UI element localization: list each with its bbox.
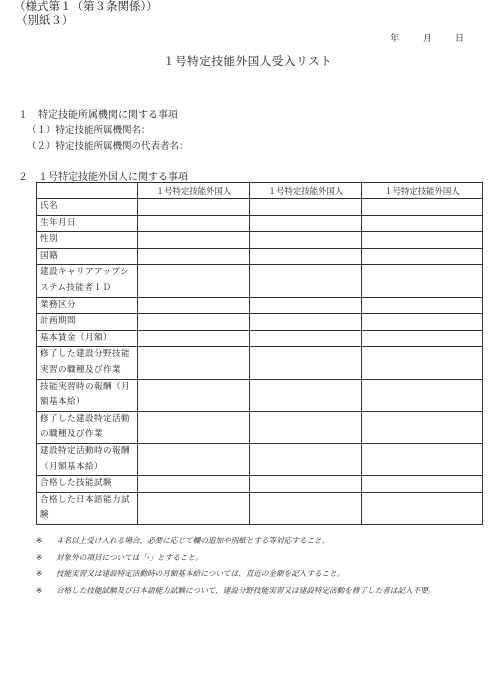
row-label-work-category: 業務区分: [37, 297, 138, 314]
row-label-skill-test: 合格した技能試験: [37, 476, 138, 493]
table-row: [37, 297, 483, 314]
table-row: [37, 476, 483, 493]
table-cell[interactable]: [138, 492, 250, 524]
table-cell[interactable]: [138, 443, 250, 475]
section1-item-representative-name: （２）特定技能所属機関の代表者名：: [27, 141, 189, 152]
page-title: １号特定技能外国人受入リスト: [163, 54, 333, 68]
column-header-worker-2: １号特定技能外国人: [250, 183, 362, 199]
table-row: [37, 248, 483, 265]
note-text: 対象外の項目については「-」とすること。: [56, 552, 203, 562]
note-item: [36, 533, 486, 550]
note-item: [36, 583, 486, 600]
notes: [36, 533, 486, 599]
note-mark: ※: [36, 552, 43, 562]
table-row: [37, 199, 483, 216]
row-label-specified-activity-pay: 建設特定活動時の報酬（月額基本給）: [37, 443, 138, 475]
table-row: [37, 314, 483, 331]
table-cell[interactable]: [138, 232, 250, 249]
table-cell[interactable]: [250, 314, 362, 331]
table-cell[interactable]: [138, 411, 250, 443]
row-label-plan-period: 計画期間: [37, 314, 138, 331]
table-cell[interactable]: [138, 347, 250, 379]
row-label-ccus-id: 建設キャリアアップシステム技能者ＩＤ: [37, 265, 138, 297]
table-row: [37, 492, 483, 524]
table-cell[interactable]: [250, 297, 362, 314]
table-cell[interactable]: [138, 199, 250, 216]
table-cell[interactable]: [138, 314, 250, 331]
table-cell[interactable]: [250, 330, 362, 347]
table-cell[interactable]: [362, 297, 483, 314]
section1-item-organization-name: （１）特定技能所属機関名：: [27, 125, 151, 136]
table-cell[interactable]: [138, 215, 250, 232]
table-cell[interactable]: [250, 215, 362, 232]
table-cell[interactable]: [138, 265, 250, 297]
table-cell[interactable]: [362, 411, 483, 443]
table-row: [37, 265, 483, 297]
note-item: [36, 550, 486, 567]
column-header-worker-1: １号特定技能外国人: [138, 183, 250, 199]
note-text: ４名以上受け入れる場合、必要に応じて欄の追加や別紙とする等対応すること。: [56, 536, 330, 545]
note-mark: ※: [36, 585, 43, 595]
table-cell[interactable]: [250, 347, 362, 379]
row-label-base-wage: 基本賃金（月額）: [37, 330, 138, 347]
table-row: [37, 411, 483, 443]
row-label-gender: 性別: [37, 232, 138, 249]
table-cell[interactable]: [362, 232, 483, 249]
attachment-label: （別紙３）: [16, 13, 74, 27]
table-cell[interactable]: [362, 199, 483, 216]
section2-heading: ２ １号特定技能外国人に関する事項: [18, 172, 188, 183]
table-row: [37, 215, 483, 232]
table-row: [37, 379, 483, 411]
table-cell[interactable]: [362, 215, 483, 232]
table-row: [37, 232, 483, 249]
row-label-specified-activity-occupation: 修了した建設特定活動の職種及び作業: [37, 411, 138, 443]
table-cell[interactable]: [250, 443, 362, 475]
table-row: [37, 330, 483, 347]
table-cell[interactable]: [362, 347, 483, 379]
table-cell[interactable]: [362, 314, 483, 331]
table-row: [37, 443, 483, 475]
table-cell[interactable]: [138, 379, 250, 411]
table-row: [37, 347, 483, 379]
row-label-birthdate: 生年月日: [37, 215, 138, 232]
table-cell[interactable]: [362, 248, 483, 265]
table-cell[interactable]: [250, 476, 362, 493]
table-cell[interactable]: [250, 248, 362, 265]
column-header-worker-3: １号特定技能外国人: [362, 183, 483, 199]
table-cell[interactable]: [362, 492, 483, 524]
date-month-label: 月: [423, 34, 433, 44]
table-cell[interactable]: [250, 232, 362, 249]
section1-heading: １ 特定技能所属機関に関する事項: [18, 110, 178, 121]
row-label-japanese-test: 合格した日本語能力試験: [37, 492, 138, 524]
column-header-blank: [37, 183, 138, 199]
table-cell[interactable]: [362, 379, 483, 411]
table-header-row: [37, 183, 483, 199]
table-cell[interactable]: [250, 379, 362, 411]
table-cell[interactable]: [250, 492, 362, 524]
table-cell[interactable]: [362, 330, 483, 347]
table-cell[interactable]: [138, 248, 250, 265]
table-cell[interactable]: [362, 476, 483, 493]
form-number: （様式第１（第３条関係））: [14, 0, 158, 13]
date-day-label: 日: [455, 34, 465, 44]
row-label-training-pay: 技能実習時の報酬（月額基本給）: [37, 379, 138, 411]
table-cell[interactable]: [138, 297, 250, 314]
note-text: 技能実習又は建設特定活動時の月額基本給については、直近の金額を記入すること。: [56, 569, 345, 578]
table-cell[interactable]: [250, 265, 362, 297]
table-cell[interactable]: [362, 443, 483, 475]
note-mark: ※: [36, 569, 43, 578]
row-label-training-occupation: 修了した建設分野技能実習の職種及び作業: [37, 347, 138, 379]
date-year-label: 年: [390, 34, 400, 44]
foreign-worker-table: [36, 182, 483, 525]
note-text: 合格した技能試験及び日本語能力試験について、建設分野技能実習又は建設特定活動を修了した者は記入不要。: [56, 585, 436, 595]
table-cell[interactable]: [362, 265, 483, 297]
note-mark: ※: [36, 536, 43, 545]
table-cell[interactable]: [250, 199, 362, 216]
table-cell[interactable]: [250, 411, 362, 443]
table-cell[interactable]: [138, 476, 250, 493]
row-label-nationality: 国籍: [37, 248, 138, 265]
table-cell[interactable]: [138, 330, 250, 347]
row-label-name: 氏名: [37, 199, 138, 216]
note-item: [36, 566, 486, 583]
